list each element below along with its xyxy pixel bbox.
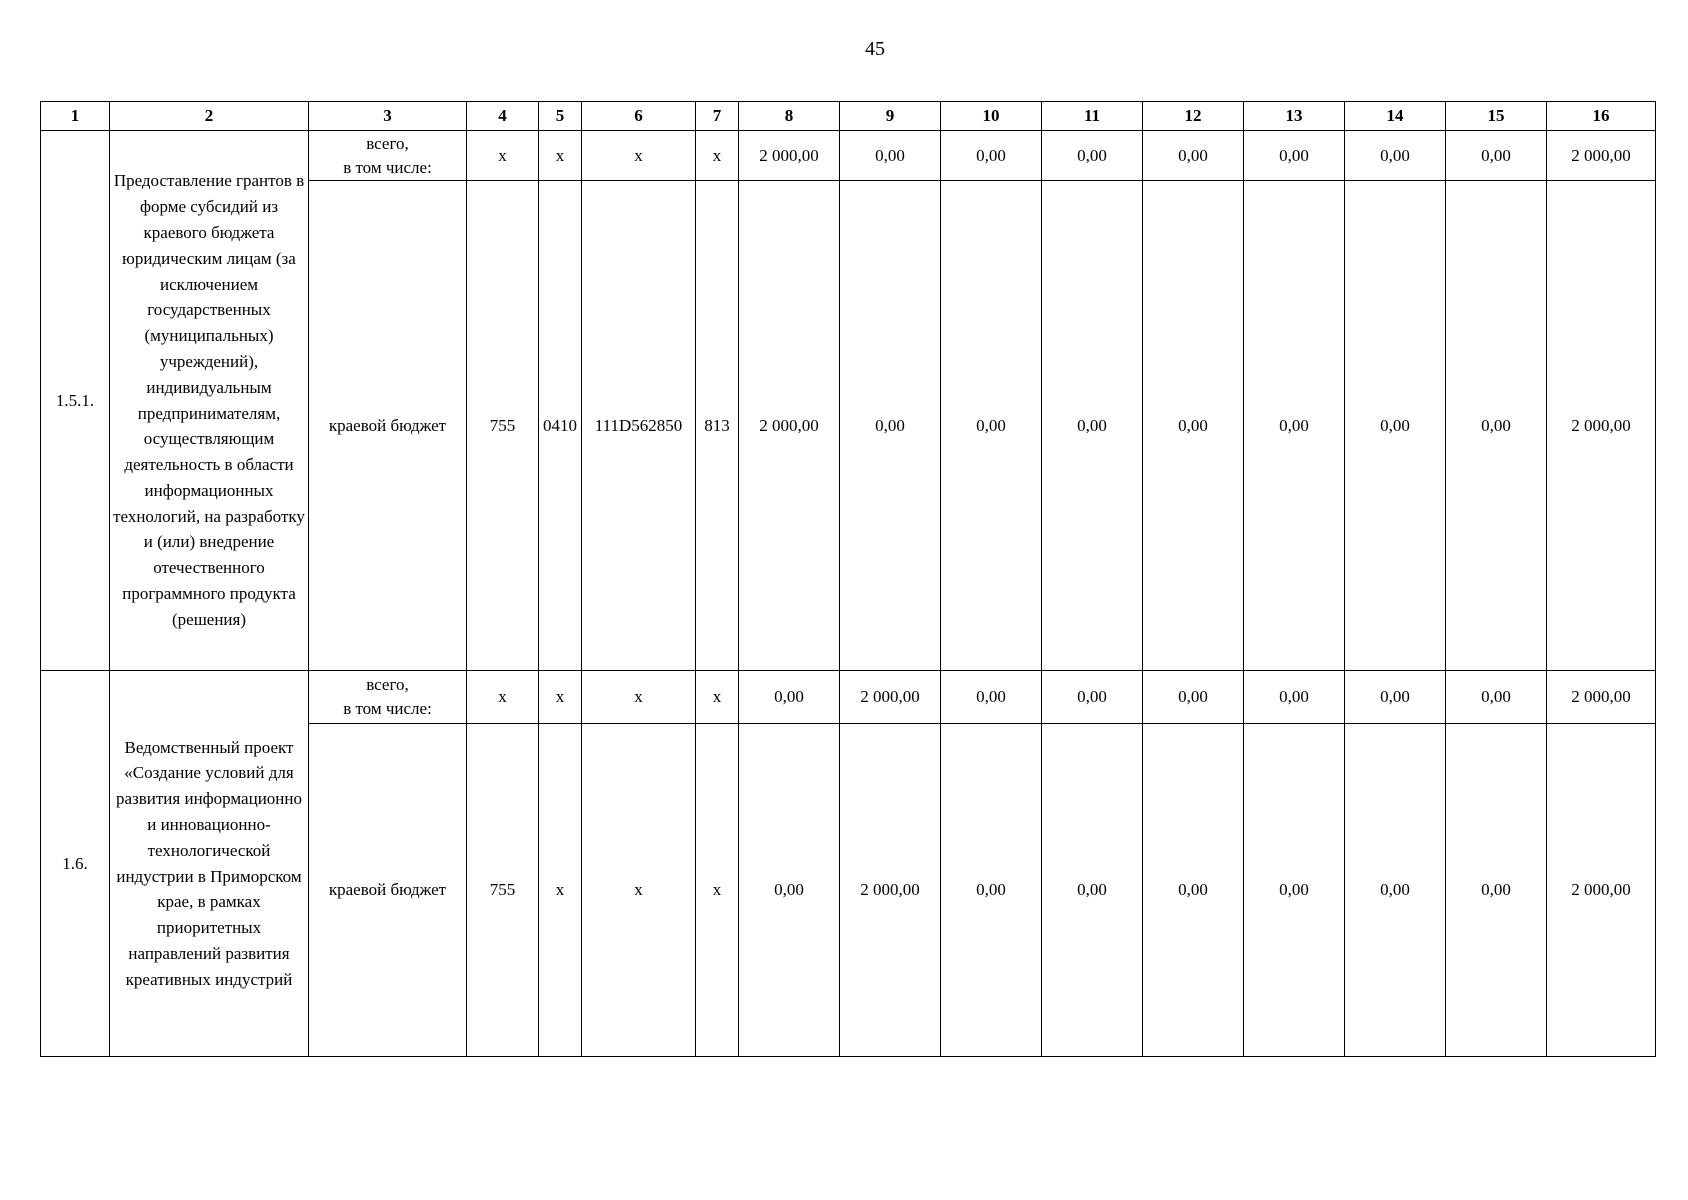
cell-c14: 0,00 (1345, 181, 1446, 671)
column-header: 15 (1446, 102, 1547, 131)
cell-c15: 0,00 (1446, 724, 1547, 1057)
cell-c14: 0,00 (1345, 131, 1446, 181)
measure-name: Предоставление грантов в форме субсидий из краевого бюджета юридическим лицам (за исключением государственных (муниципальных) учреждений), индивидуальным предпринимателям, осуществляющим деятельность в области информационных технологий, на разработку и (или) внедрение отечественного программного продукта (решения) (110, 131, 309, 671)
funding-source: всего, в том числе: (309, 671, 467, 724)
funding-source: краевой бюджет (309, 181, 467, 671)
column-header: 13 (1244, 102, 1345, 131)
cell-c8: 2 000,00 (739, 131, 840, 181)
cell-c8: 0,00 (739, 671, 840, 724)
cell-c15: 0,00 (1446, 671, 1547, 724)
cell-c4: 755 (467, 181, 539, 671)
cell-c4: 755 (467, 724, 539, 1057)
cell-c7: 813 (696, 181, 739, 671)
cell-c9: 0,00 (840, 131, 941, 181)
table-row (41, 131, 1656, 181)
cell-c4: x (467, 671, 539, 724)
cell-c12: 0,00 (1143, 724, 1244, 1057)
cell-c13: 0,00 (1244, 724, 1345, 1057)
cell-c16: 2 000,00 (1547, 671, 1656, 724)
cell-c10: 0,00 (941, 181, 1042, 671)
cell-c11: 0,00 (1042, 181, 1143, 671)
cell-c11: 0,00 (1042, 671, 1143, 724)
cell-c8: 0,00 (739, 724, 840, 1057)
cell-c7: x (696, 671, 739, 724)
cell-c15: 0,00 (1446, 131, 1547, 181)
cell-c16: 2 000,00 (1547, 181, 1656, 671)
column-header: 10 (941, 102, 1042, 131)
measure-name: Ведомственный проект «Создание условий для развития информационно и инновационно-технологической индустрии в Приморском крае, в рамках приоритетных направлений развития креативных индустрий (110, 671, 309, 1057)
column-header: 7 (696, 102, 739, 131)
column-header: 9 (840, 102, 941, 131)
column-header: 11 (1042, 102, 1143, 131)
row-number: 1.6. (41, 671, 110, 1057)
cell-c7: x (696, 131, 739, 181)
cell-c10: 0,00 (941, 131, 1042, 181)
cell-c10: 0,00 (941, 724, 1042, 1057)
cell-c5: x (539, 671, 582, 724)
cell-c16: 2 000,00 (1547, 724, 1656, 1057)
cell-c4: x (467, 131, 539, 181)
cell-c14: 0,00 (1345, 671, 1446, 724)
column-header: 3 (309, 102, 467, 131)
column-header: 5 (539, 102, 582, 131)
column-header: 4 (467, 102, 539, 131)
cell-c13: 0,00 (1244, 671, 1345, 724)
table-row (41, 671, 1656, 724)
cell-c12: 0,00 (1143, 671, 1244, 724)
cell-c13: 0,00 (1244, 131, 1345, 181)
column-header: 1 (41, 102, 110, 131)
cell-c12: 0,00 (1143, 131, 1244, 181)
cell-c5: 0410 (539, 181, 582, 671)
column-header: 16 (1547, 102, 1656, 131)
cell-c8: 2 000,00 (739, 181, 840, 671)
cell-c16: 2 000,00 (1547, 131, 1656, 181)
cell-c6: x (582, 724, 696, 1057)
cell-c9: 0,00 (840, 181, 941, 671)
cell-c14: 0,00 (1345, 724, 1446, 1057)
cell-c12: 0,00 (1143, 181, 1244, 671)
column-header: 12 (1143, 102, 1244, 131)
row-number: 1.5.1. (41, 131, 110, 671)
funding-source: всего, в том числе: (309, 131, 467, 181)
cell-c11: 0,00 (1042, 131, 1143, 181)
cell-c9: 2 000,00 (840, 724, 941, 1057)
cell-c5: x (539, 131, 582, 181)
cell-c6: x (582, 131, 696, 181)
column-header: 6 (582, 102, 696, 131)
column-header: 2 (110, 102, 309, 131)
page-number: 45 (865, 38, 885, 60)
column-header: 14 (1345, 102, 1446, 131)
cell-c6: x (582, 671, 696, 724)
budget-table (40, 101, 1656, 1057)
cell-c13: 0,00 (1244, 181, 1345, 671)
cell-c11: 0,00 (1042, 724, 1143, 1057)
header-row (41, 102, 1656, 131)
cell-c15: 0,00 (1446, 181, 1547, 671)
cell-c5: x (539, 724, 582, 1057)
funding-source: краевой бюджет (309, 724, 467, 1057)
cell-c7: x (696, 724, 739, 1057)
cell-c10: 0,00 (941, 671, 1042, 724)
cell-c6: 111D562850 (582, 181, 696, 671)
cell-c9: 2 000,00 (840, 671, 941, 724)
column-header: 8 (739, 102, 840, 131)
